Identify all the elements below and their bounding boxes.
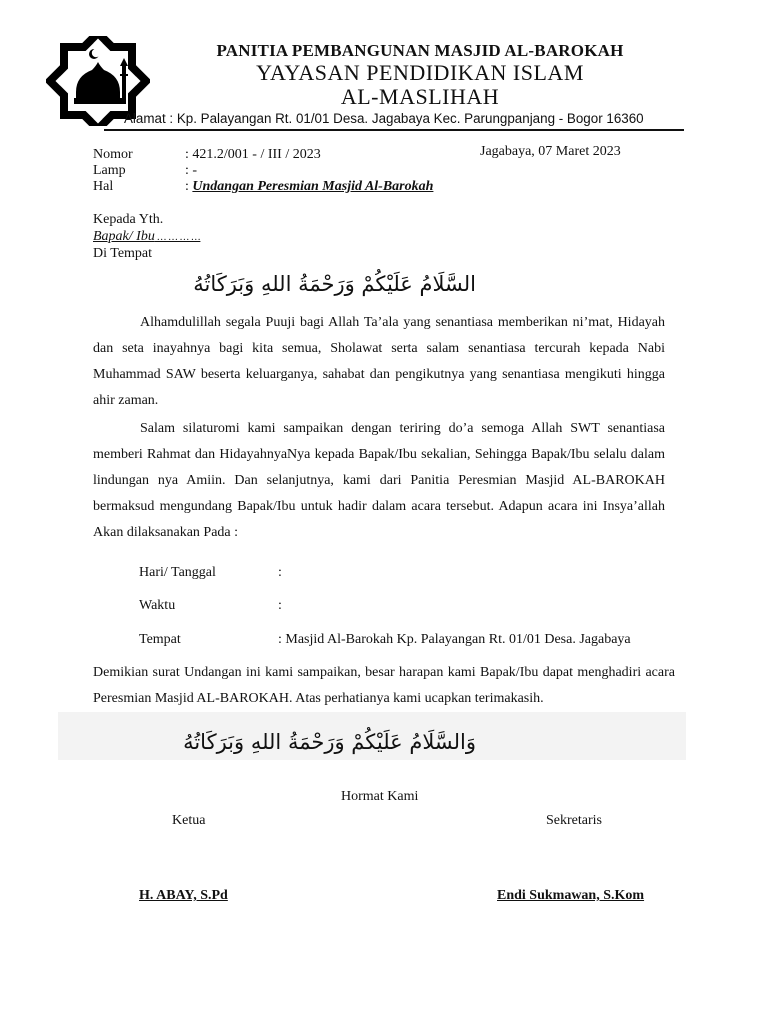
header-divider xyxy=(104,129,684,131)
secretary-name: Endi Sukmawan, S.Kom xyxy=(497,888,645,903)
event-time-label: Waktu xyxy=(139,598,176,613)
event-day-value: : xyxy=(278,565,282,580)
recipient-dots: … … … … xyxy=(154,232,201,243)
recipient-name-line xyxy=(93,228,200,246)
foundation-title: YAYASAN PENDIDIKAN ISLAM xyxy=(256,60,584,85)
arabic-closing: وَالسَّلَامُ عَلَيْكُمْ وَرَحْمَةُ اللهِ وَبَرَكَاتُهُ xyxy=(183,730,476,754)
nomor-value: : 421.2/001 - / III / 2023 xyxy=(185,147,321,162)
recipient-name: Bapak/ Ibu xyxy=(93,229,155,244)
paragraph-closing: Demikian surat Undangan ini kami sampaikan, besar harapan kami Bapak/Ibu dapat menghadiri acara Peresmian Masjid AL-BAROKAH. Atas perhatianya kami ucapkan terimakasih. xyxy=(93,665,675,706)
hal-subject: Undangan Peresmian Masjid Al-Barokah xyxy=(192,179,434,194)
foundation-name: AL-MASLIHAH xyxy=(340,84,500,109)
secretary-title: Sekretaris xyxy=(546,813,602,828)
place-date: Jagabaya, 07 Maret 2023 xyxy=(480,144,621,159)
paragraph-invitation: Salam silaturomi kami sampaikan dengan teriring do’a semoga Allah SWT senantiasa memberi Rahmat dan HidayahnyaNya kepada Bapak/Ibu sekalian, Sehingga Bapak/Ibu selalu dalam lindungan nya Amiin. Dan selanjutnya, kami dari Panitia Peresmian Masjid AL-BAROKAH bermaksud mengundang Bapak/Ibu untuk hadir dalam acara tersebut. Adapun acara ini Insya’allah Akan dilaksanakan Pada : xyxy=(93,421,665,540)
paragraph-opening: Alhamdulillah segala Puuji bagi Allah Ta’ala yang senantiasa memberikan ni’mat, Hidayah dan seta inayahnya bagi kita semua, Sholawat serta salam senantiasa tercurah kepada Nabi Muhammad SAW beserta keluarganya, sahabat dan pengikutnya yang senantiasa mengikuti hingga ahir zaman. xyxy=(93,315,665,408)
respectfully: Hormat Kami xyxy=(341,789,419,804)
arabic-greeting: السَّلَامُ عَلَيْكُمْ وَرَحْمَةُ اللهِ وَبَرَكَاتُهُ xyxy=(193,272,476,296)
hal-line xyxy=(185,178,433,195)
recipient-greeting: Kepada Yth. xyxy=(93,212,164,227)
lamp-value: : - xyxy=(185,163,198,178)
chairman-name: H. ABAY, S.Pd xyxy=(139,888,228,903)
event-day-label: Hari/ Tanggal xyxy=(139,565,216,580)
committee-title: PANITIA PEMBANGUNAN MASJID AL-BAROKAH xyxy=(216,41,624,60)
lamp-label: Lamp xyxy=(93,163,126,178)
recipient-place: Di Tempat xyxy=(93,246,153,261)
hal-prefix: : xyxy=(185,179,193,194)
nomor-label: Nomor xyxy=(93,147,133,162)
hal-label: Hal xyxy=(93,179,114,194)
chairman-title: Ketua xyxy=(172,813,206,828)
event-place-value: : Masjid Al-Barokah Kp. Palayangan Rt. 01/01 Desa. Jagabaya xyxy=(278,632,631,647)
address-line: Alamat : Kp. Palayangan Rt. 01/01 Desa. Jagabaya Kec. Parungpanjang - Bogor 16360 xyxy=(124,111,644,126)
event-time-value: : xyxy=(278,598,282,613)
event-place-label: Tempat xyxy=(139,632,181,647)
